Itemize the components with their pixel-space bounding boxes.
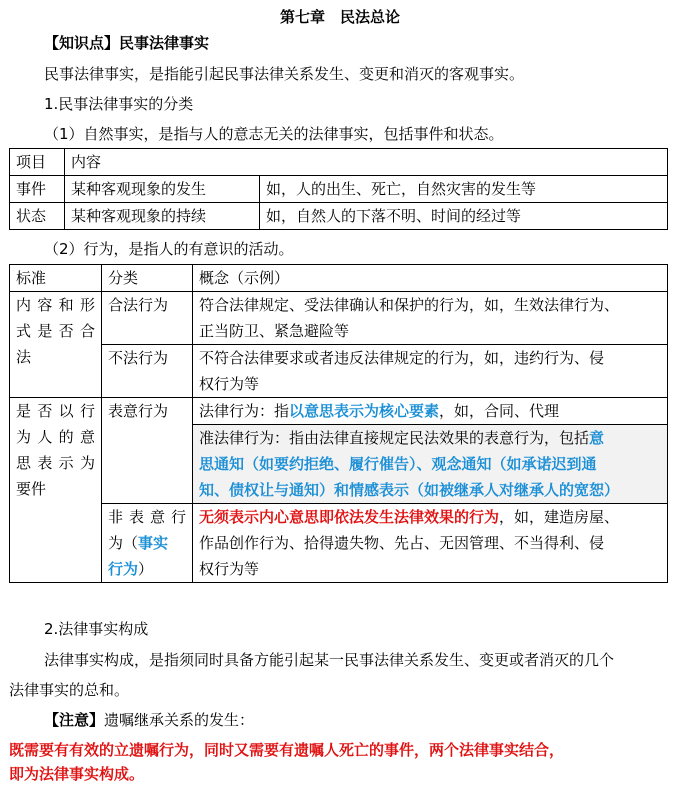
cell-line: 不符合法律要求或者违反法律规定的行为，如，违约行为、侵 (199, 349, 605, 367)
note-label: 【注意】 (44, 711, 105, 729)
table-cell (193, 345, 668, 398)
cell-line: 内容和形 (16, 296, 95, 314)
behavior-table (9, 264, 668, 583)
emphasis-text: 无须表示内心意思即依法发生法律效果的行为 (199, 508, 500, 526)
cell-text: 为（ (108, 534, 139, 552)
cell-text: ，如，合同、代理 (439, 402, 560, 420)
natural-fact-text: （1）自然事实，是指与人的意志无关的法律事实，包括事件和状态。 (44, 125, 504, 143)
knowledge-point-label: 【知识点】 (44, 34, 120, 52)
cell-text: ，如，建造房屋、 (499, 508, 620, 526)
cell-line: 式是否合 (16, 322, 95, 340)
table-header-cell: 标准 (10, 265, 102, 292)
table-cell: 事件 (10, 176, 65, 203)
note-text: 遗嘱继承关系的发生： (104, 711, 255, 729)
cell-line: 符合法律规定、受法律确认和保护的行为，如，生效法律行为、 (199, 296, 620, 314)
natural-fact-table (9, 148, 668, 230)
cell-line: 思表示为 (16, 454, 95, 472)
behavior-text: （2）行为，是指人的有意识的活动。 (44, 240, 294, 258)
highlight-text: 以意思表示为核心要素 (289, 402, 440, 420)
table-row (10, 149, 668, 176)
definition-text: 民事法律事实，是指能引起民事法律关系发生、变更和消灭的客观事实。 (44, 65, 525, 83)
cell-line: 是否以行 (16, 402, 95, 420)
cell-line: 作品创作行为、拾得遗失物、先占、无因管理、不当得利、侵 (199, 534, 605, 552)
cell-line: 权行为等 (199, 375, 260, 393)
section-1-heading: 1.民事法律事实的分类 (44, 95, 194, 113)
cell-text: 法律行为：指 (199, 402, 290, 420)
knowledge-point-title: 民事法律事实 (119, 34, 210, 52)
highlight-text: 知、债权让与通知）和情感表示（如被继承人对继承人的宽恕） (199, 481, 620, 499)
cell-line: 正当防卫、紧急避险等 (199, 322, 350, 340)
table-cell: 合法行为 (102, 292, 193, 345)
table-row (10, 504, 668, 583)
standard-cell (10, 292, 102, 398)
cell-line: 非表意行 (108, 508, 186, 526)
table-row (10, 176, 668, 203)
table-cell: 表意行为 (102, 398, 193, 504)
definition-2-line-1: 法律事实构成，是指须同时具备方能引起某一民事法律关系发生、变更或者消灭的几个 (44, 651, 615, 669)
highlight-text: 意 (589, 429, 605, 447)
cell-text: ） (138, 560, 154, 578)
table-cell (193, 398, 668, 425)
table-header-cell: 内容 (65, 149, 668, 176)
section-2-heading: 2.法律事实构成 (44, 620, 149, 638)
table-cell (193, 504, 668, 583)
cell-line: 法 (16, 348, 32, 366)
table-cell (193, 292, 668, 345)
table-row (10, 203, 668, 230)
table-row (10, 345, 668, 398)
note-line (44, 709, 254, 731)
table-cell: 如，自然人的下落不明、时间的经过等 (260, 203, 668, 230)
cell-line: 要件 (16, 480, 47, 498)
table-cell: 状态 (10, 203, 65, 230)
table-cell: 某种客观现象的持续 (65, 203, 260, 230)
table-cell (193, 425, 668, 504)
table-row (10, 398, 668, 425)
table-header-cell: 项目 (10, 149, 65, 176)
cell-text: 准法律行为：指由法律直接规定民法效果的表意行为，包括 (199, 429, 590, 447)
standard-cell (10, 398, 102, 583)
table-cell: 不法行为 (102, 345, 193, 398)
page-title: 第七章 民法总论 (279, 8, 400, 26)
table-cell: 某种客观现象的发生 (65, 176, 260, 203)
knowledge-point-heading (44, 32, 209, 54)
table-header-cell: 分类 (102, 265, 193, 292)
cell-line: 为人的意 (16, 428, 95, 446)
table-header-cell: 概念（示例） (193, 265, 668, 292)
table-row (10, 292, 668, 345)
table-cell (102, 504, 193, 583)
table-cell: 如，人的出生、死亡，自然灾害的发生等 (260, 176, 668, 203)
highlight-text: 思通知（如要约拒绝、履行催告）、观念通知（如承诺迟到通 (199, 455, 597, 473)
conclusion-line-2: 即为法律事实构成。 (9, 765, 145, 783)
definition-2-line-2: 法律事实的总和。 (9, 681, 130, 699)
table-row (10, 265, 668, 292)
conclusion-line-1: 既需要有有效的立遗嘱行为，同时又需要有遗嘱人死亡的事件，两个法律事实结合， (9, 741, 565, 759)
highlight-text: 事实 (138, 534, 169, 552)
highlight-text: 行为 (108, 560, 139, 578)
cell-line: 权行为等 (199, 560, 260, 578)
